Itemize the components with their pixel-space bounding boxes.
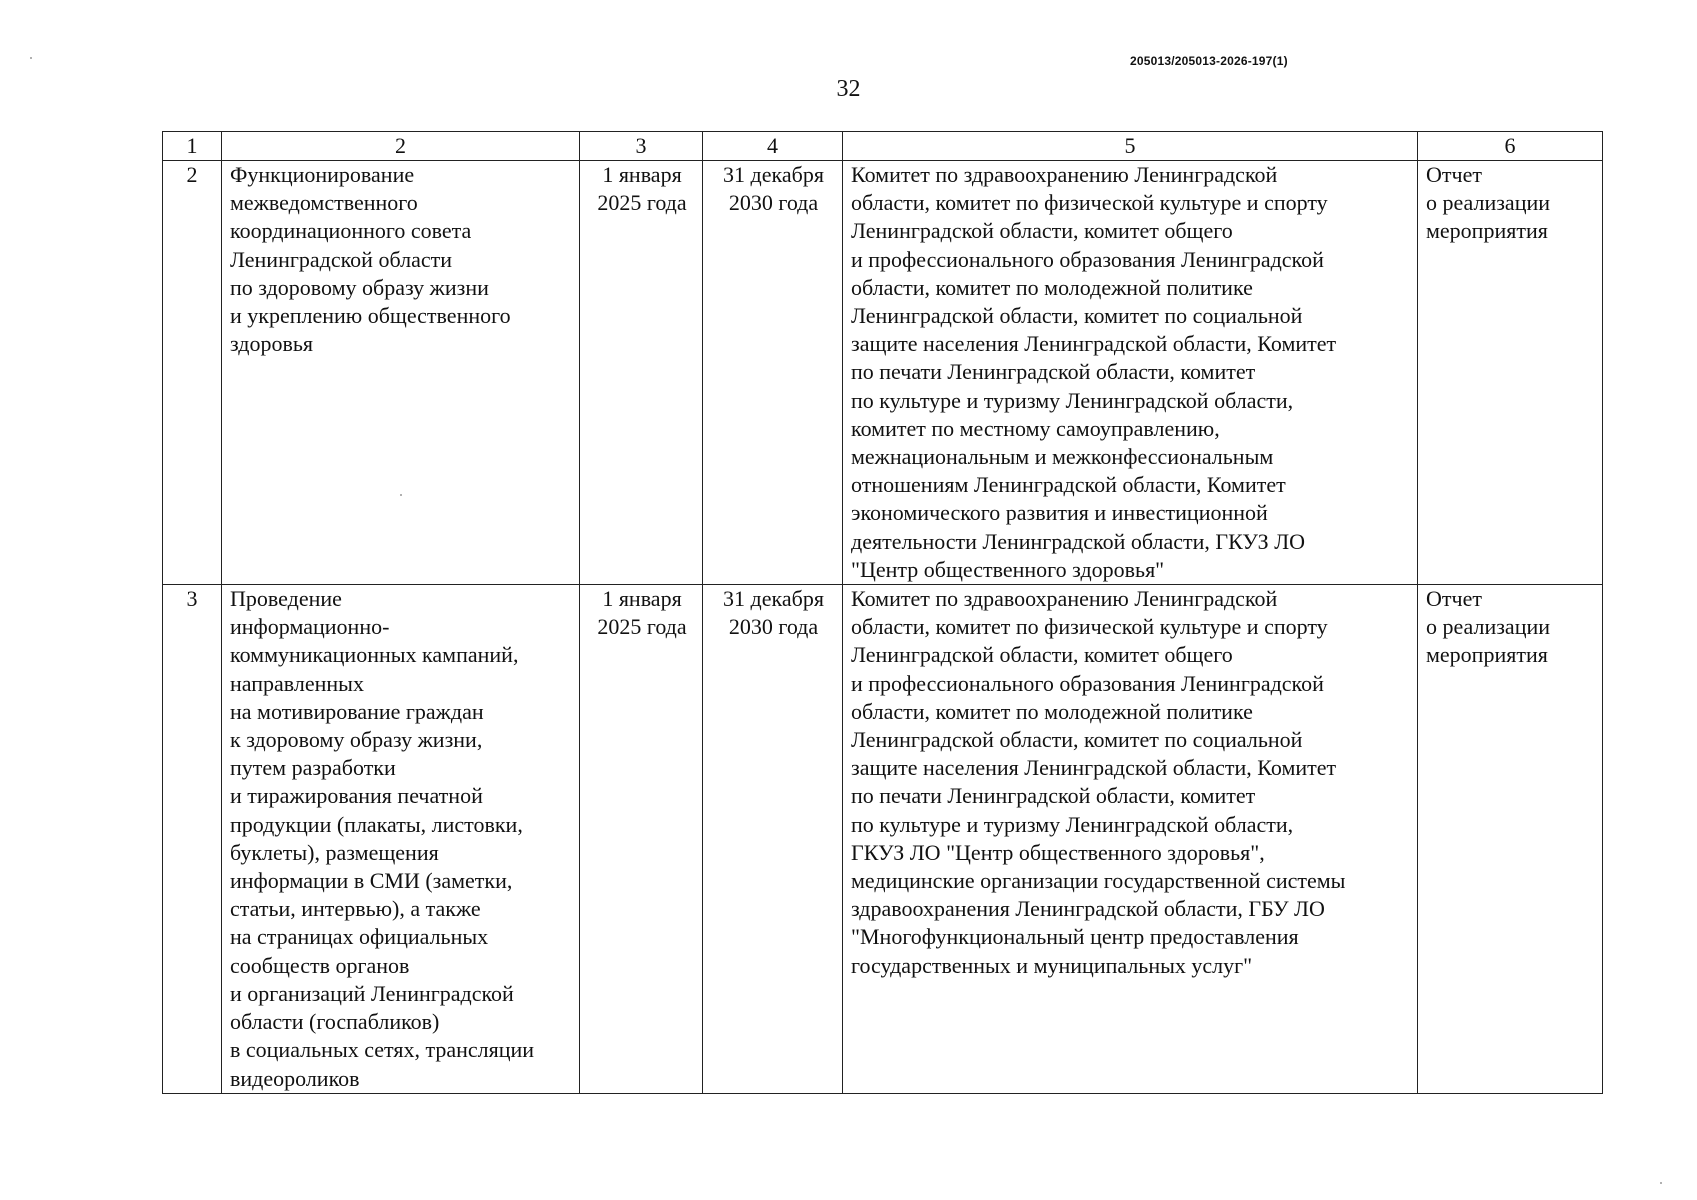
column-number: 3 <box>580 132 703 161</box>
end-date-cell: 31 декабря 2030 года <box>703 585 843 1094</box>
responsible-cell: Комитет по здравоохранению Ленинградской области, комитет по физической культуре и спорту Ленинградской области, комитет общего и профессионального образования Ленинградской области, комитет по молодежной политике Ленинградской области, комитет по социальной защите населения Ленинградской области, Комитет по печати Ленинградской области, комитет по культуре и туризму Ленинградской области, ГКУЗ ЛО "Центр общественного здоровья", медицинские организации государственной системы здравоохранения Ленинградской области, ГБУ ЛО "Многофункциональный центр предоставления государственных и муниципальных услуг" <box>843 585 1418 1094</box>
row-number: 2 <box>163 161 222 585</box>
scan-speck <box>1660 1182 1662 1184</box>
scan-speck <box>400 494 402 496</box>
column-number: 2 <box>222 132 580 161</box>
document-registration-code: 205013/205013-2026-197(1) <box>1130 54 1288 68</box>
page-number: 32 <box>836 76 861 102</box>
start-date-cell: 1 января 2025 года <box>580 585 703 1094</box>
result-cell: Отчет о реализации мероприятия <box>1418 585 1603 1094</box>
responsible-cell: Комитет по здравоохранению Ленинградской области, комитет по физической культуре и спорту Ленинградской области, комитет общего и профессионального образования Ленинградской области, комитет по молодежной политике Ленинградской области, комитет по социальной защите населения Ленинградской области, Комитет по печати Ленинградской области, комитет по культуре и туризму Ленинградской области, комитет по местному самоуправлению, межнациональным и межконфессиональным отношениям Ленинградской области, Комитет экономического развития и инвестиционной деятельности Ленинградской области, ГКУЗ ЛО "Центр общественного здоровья" <box>843 161 1418 585</box>
activity-cell: Проведение информационно- коммуникационных кампаний, направленных на мотивирование граждан к здоровому образу жизни, путем разработки и тиражирования печатной продукции (плакаты, листовки, буклеты), размещения информации в СМИ (заметки, статьи, интервью), а также на страницах официальных сообществ органов и организаций Ленинградской области (госпабликов) в социальных сетях, трансляции видеороликов <box>222 585 580 1094</box>
table-row <box>163 161 1603 585</box>
row-number: 3 <box>163 585 222 1094</box>
result-cell: Отчет о реализации мероприятия <box>1418 161 1603 585</box>
column-number-row <box>163 132 1603 161</box>
column-number: 6 <box>1418 132 1603 161</box>
column-number: 1 <box>163 132 222 161</box>
column-number: 4 <box>703 132 843 161</box>
activity-cell: Функционирование межведомственного координационного совета Ленинградской области по здоровому образу жизни и укреплению общественного здоровья <box>222 161 580 585</box>
activities-table <box>162 131 1603 1094</box>
start-date-cell: 1 января 2025 года <box>580 161 703 585</box>
table-row <box>163 585 1603 1094</box>
column-number: 5 <box>843 132 1418 161</box>
scan-speck <box>30 57 32 59</box>
end-date-cell: 31 декабря 2030 года <box>703 161 843 585</box>
